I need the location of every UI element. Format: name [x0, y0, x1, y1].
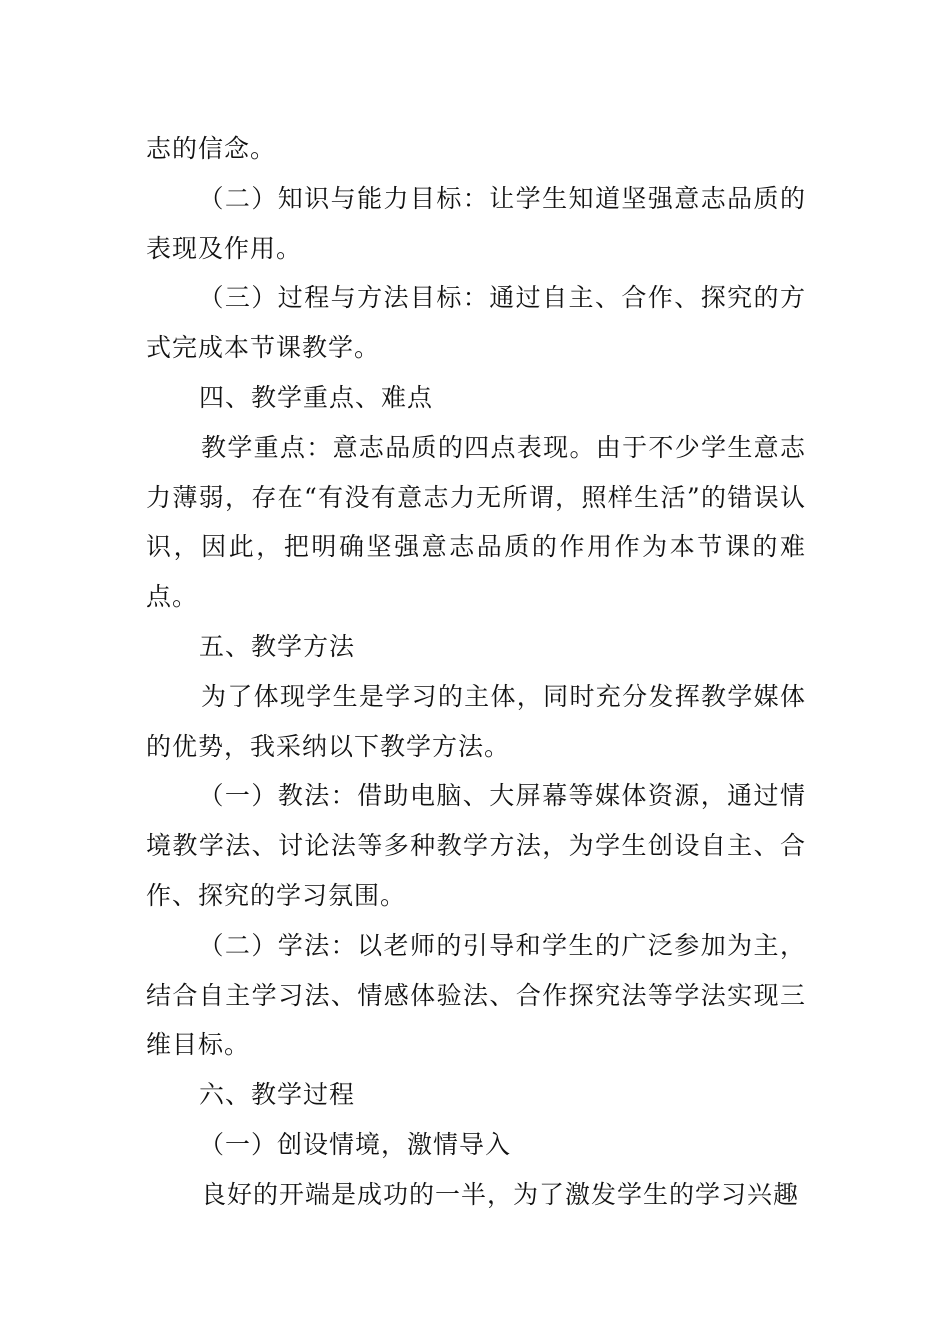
paragraph-teaching-method: （一）教法：借助电脑、大屏幕等媒体资源，通过情境教学法、讨论法等多种教学方法，为学生创设自主、合作、探究的学习氛围。 — [146, 781, 806, 910]
section-heading-methods: 五、教学方法 — [199, 631, 356, 661]
document-body — [146, 124, 806, 1220]
paragraph-continuation: 志的信念。 — [146, 134, 277, 163]
paragraph-key-points: 教学重点：意志品质的四点表现。由于不少学生意志力薄弱，存在“有没有意志力无所谓，照样生活”的错误认识，因此，把明确坚强意志品质的作用作为本节课的难点。 — [146, 432, 806, 612]
paragraph-learning-method: （二）学法：以老师的引导和学生的广泛参加为主，结合自主学习法、情感体验法、合作探究法等学法实现三维目标。 — [146, 930, 806, 1060]
section-heading-key-points: 四、教学重点、难点 — [199, 382, 434, 412]
section-heading-process: 六、教学过程 — [199, 1080, 356, 1110]
paragraph-methods-intro: 为了体现学生是学习的主体，同时充分发挥教学媒体的优势，我采纳以下教学方法。 — [146, 681, 806, 761]
paragraph-good-start: 良好的开端是成功的一半，为了激发学生的学习兴趣 — [201, 1179, 800, 1209]
paragraph-process-goal: （三）过程与方法目标：通过自主、合作、探究的方式完成本节课教学。 — [146, 283, 806, 363]
paragraph-knowledge-goal: （二）知识与能力目标：让学生知道坚强意志品质的表现及作用。 — [146, 183, 806, 263]
subheading-scenario-intro: （一）创设情境，激情导入 — [199, 1129, 512, 1159]
